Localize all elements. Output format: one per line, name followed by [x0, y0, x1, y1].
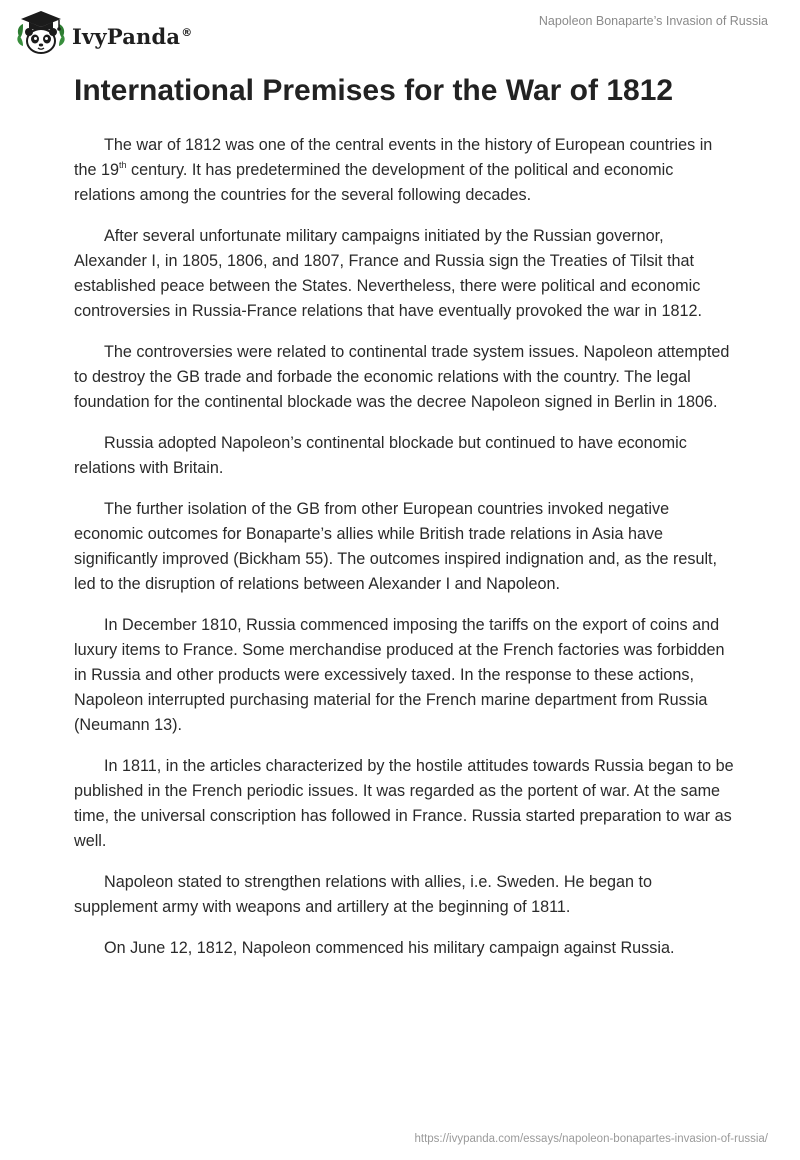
panda-graduate-icon: [14, 8, 68, 60]
paragraph-9: On June 12, 1812, Napoleon commenced his military campaign against Russia.: [104, 939, 675, 957]
paragraph-7: In 1811, in the articles characterized by the hostile attitudes towards Russia began to be published in the French periodic issues. It was regarded as the portent of war. At the same time, the universal conscription has followed in France. Russia started preparation to war as well.: [74, 757, 734, 850]
paragraph-6: In December 1810, Russia commenced imposing the tariffs on the export of coins and luxury items to France. Some merchandise produced at the French factories was forbidden in Russia and other products were excessively taxed. In the response to these actions, Napoleon interrupted purchasing material for the French marine department from Russia (Neumann 13).: [74, 616, 725, 734]
paragraph-2: After several unfortunate military campaigns initiated by the Russian governor, Alexander I, in 1805, 1806, and 1807, France and Russia sign the Treaties of Tilsit that established peace between the States. Nevertheless, there were political and economic controversies in Russia-France relations that have eventually provoked the war in 1812.: [74, 227, 703, 320]
source-url[interactable]: https://ivypanda.com/essays/napoleon-bonapartes-invasion-of-russia/: [414, 1133, 768, 1145]
paragraph-8: Napoleon stated to strengthen relations with allies, i.e. Sweden. He began to supplement army with weapons and artillery at the beginning of 1811.: [74, 873, 653, 916]
paragraph-5: The further isolation of the GB from other European countries invoked negative economic outcomes for Bonaparte’s allies while British trade relations in Asia have significantly improved (Bickham 55). The outcomes inspired indignation and, as the result, led to the disruption of relations between Alexander I and Napoleon.: [74, 500, 718, 593]
page-header: [0, 0, 800, 70]
running-title: Napoleon Bonaparte’s Invasion of Russia: [538, 14, 768, 28]
brand-name: IvyPanda®: [72, 23, 193, 49]
ordinal-superscript: th: [119, 159, 127, 170]
paragraph-4: Russia adopted Napoleon’s continental blockade but continued to have economic relations with Britain.: [74, 434, 687, 477]
page-title: International Premises for the War of 1812: [74, 74, 674, 107]
paragraph-1: The war of 1812 was one of the central events in the history of European countries in the 19th century. It has predetermined the development of the political and economic relations among the countries for the several following decades.: [74, 136, 713, 204]
registered-mark: ®: [181, 25, 193, 39]
ivypanda-logo[interactable]: [14, 8, 192, 60]
essay-body: [74, 133, 734, 977]
paragraph-3: The controversies were related to continental trade system issues. Napoleon attempted to destroy the GB trade and forbade the economic relations with the country. The legal foundation for the continental blockade was the decree Napoleon signed in Berlin in 1806.: [74, 343, 730, 411]
